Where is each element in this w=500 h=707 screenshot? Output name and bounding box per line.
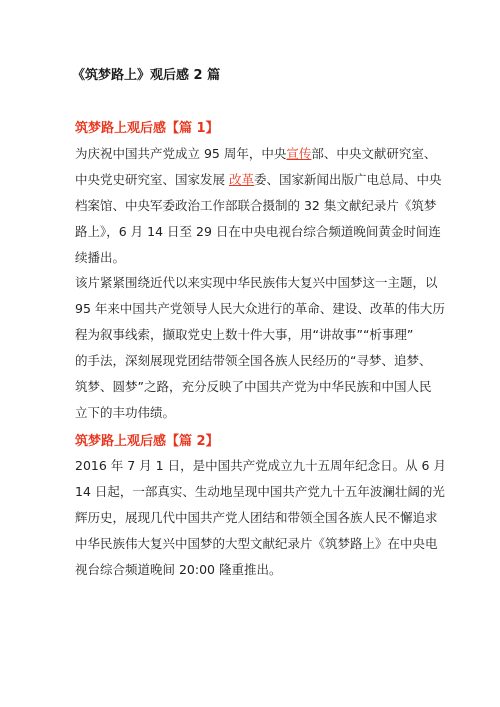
- document-title: 《筑梦路上》观后感 2 篇: [72, 68, 221, 83]
- text-line: 程为叙事线索，撷取党史上数十件大事，用“讲故事”“析事理”: [75, 327, 414, 342]
- section-heading-2: 筑梦路上观后感【篇 2】: [75, 434, 219, 449]
- text-line: 视台综合频道晚间 20:00 隆重推出。: [75, 562, 282, 577]
- text-run: 中央党史研究室、国家发展: [75, 172, 229, 187]
- text-line: 筑梦、圆梦”之路，充分反映了中国共产党为中华民族和中国人民: [75, 379, 432, 394]
- section-2-paragraph-1: [75, 453, 446, 583]
- text-run: 部、中央文献研究室、: [311, 146, 437, 161]
- text-run: 为庆祝中国共产党成立 95 周年，中央: [75, 146, 287, 161]
- text-line: 2016 年 7 月 1 日，是中国共产党成立九十五周年纪念日。从 6 月: [75, 458, 446, 473]
- section-1-paragraph-1: [75, 141, 442, 271]
- text-line: 的手法，深刻展现党团结带领全国各族人民经历的“寻梦、追梦、: [75, 353, 432, 368]
- highlight-link[interactable]: 宣传: [286, 146, 312, 161]
- text-line: 14 日起，一部真实、生动地呈现中国共产党九十五年波澜壮阔的光: [75, 484, 445, 499]
- highlight-link[interactable]: 改革: [228, 172, 254, 187]
- text-line: 路上》，6 月 14 日至 29 日在中央电视台综合频道晚间黄金时间连: [75, 224, 441, 239]
- section-1-paragraph-2: [75, 270, 445, 426]
- text-line: 档案馆、中央军委政治工作部联合摄制的 32 集文献纪录片《筑梦: [75, 198, 437, 213]
- text-line: 95 年来中国共产党领导人民大众进行的革命、建设、改革的伟大历: [75, 301, 445, 316]
- text-line: 该片紧紧围绕近代以来实现中华民族伟大复兴中国梦这一主题，以: [75, 275, 438, 290]
- text-line: 中华民族伟大复兴中国梦的大型文献纪录片《筑梦路上》在中央电: [75, 536, 438, 551]
- text-line: 立下的丰功伟绩。: [75, 405, 176, 420]
- text-line: [75, 141, 437, 167]
- text-run: 委、国家新闻出版广电总局、中央: [254, 172, 442, 187]
- text-line: 续播出。: [75, 250, 126, 265]
- text-line: 辉历史，展现几代中国共产党人团结和带领全国各族人民不懈追求: [75, 510, 438, 525]
- text-line: [75, 167, 442, 193]
- section-heading-1: 筑梦路上观后感【篇 1】: [75, 121, 219, 136]
